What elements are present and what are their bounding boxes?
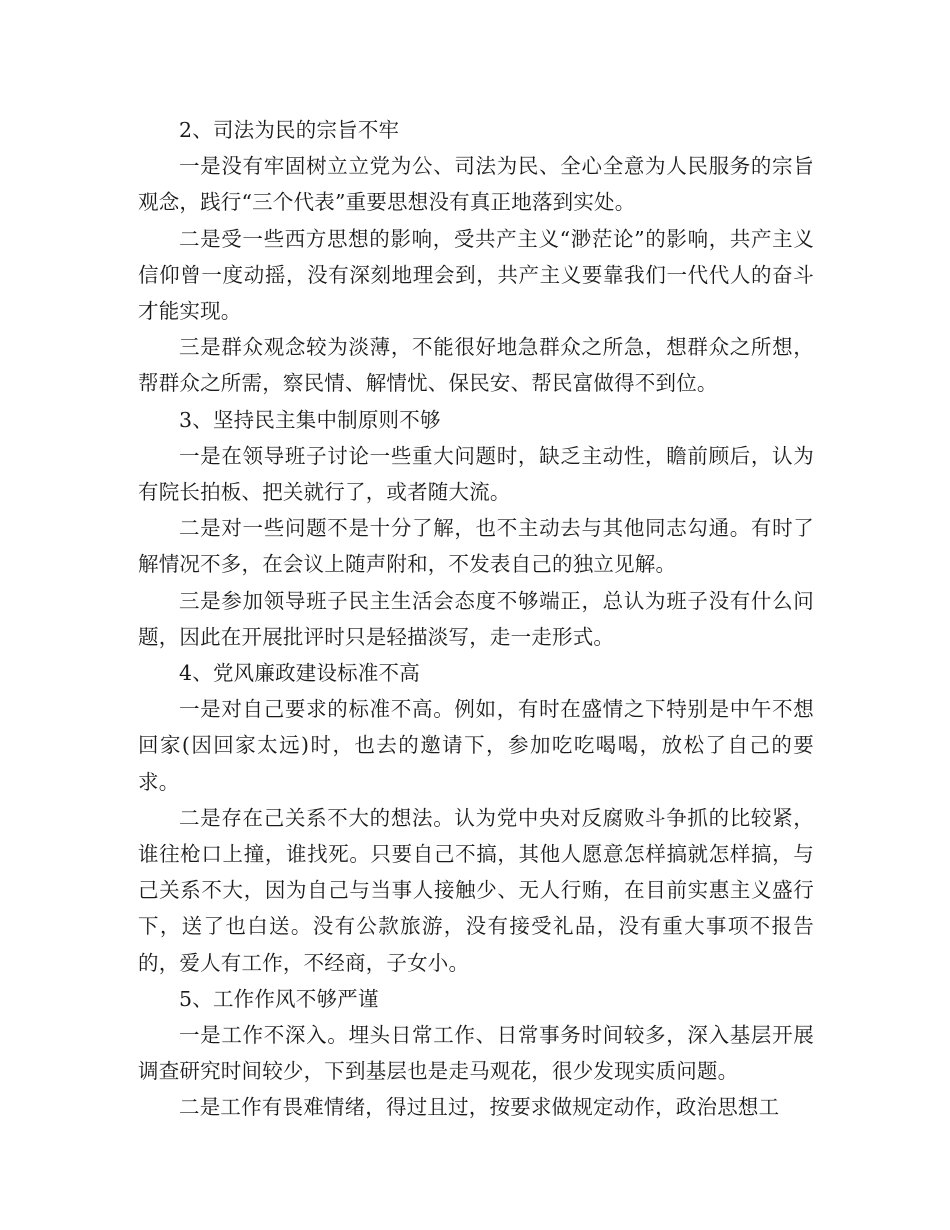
section-heading: 2、司法为民的宗旨不牢	[179, 118, 400, 142]
paragraph: 一是在领导班子讨论一些重大问题时，缺乏主动性，瞻前顾后，认为有院长拍板、把关就行了，或者随大流。	[138, 443, 814, 505]
paragraph: 二是对一些问题不是十分了解，也不主动去与其他同志勾通。有时了解情况不多，在会议上随声附和，不发表自己的独立见解。	[138, 516, 814, 577]
paragraph: 一是对自己要求的标准不高。例如，有时在盛情之下特别是中午不想回家(因回家太远)时，也去的邀请下，参加吃吃喝喝，放松了自己的要求。	[138, 697, 814, 794]
paragraph: 二是工作有畏难情绪，得过且过，按要求做规定动作，政治思想工	[179, 1095, 780, 1120]
paragraph: 三是群众观念较为淡薄，不能很好地急群众之所急，想群众之所想，帮群众之所需，察民情、解情忧、保民安、帮民富做得不到位。	[138, 335, 814, 396]
section-heading: 3、坚持民主集中制原则不够	[179, 407, 441, 432]
paragraph: 一是没有牢固树立立党为公、司法为民、全心全意为人民服务的宗旨观念，践行“三个代表”重要思想没有真正地落到实处。	[138, 154, 814, 215]
paragraph: 三是参加领导班子民主生活会态度不够端正，总认为班子没有什么问题，因此在开展批评时只是轻描淡写，走一走形式。	[138, 588, 814, 649]
section-heading: 5、工作作风不够严谨	[179, 986, 379, 1011]
paragraph: 二是受一些西方思想的影响，受共产主义“渺茫论”的影响，共产主义信仰曾一度动摇，没有深刻地理会到，共产主义要靠我们一代代人的奋斗才能实现。	[138, 226, 814, 324]
document-body	[138, 112, 814, 1126]
section-heading: 4、党风廉政建设标准不高	[179, 661, 420, 686]
paragraph: 一是工作不深入。埋头日常工作、日常事务时间较多，深入基层开展调查研究时间较少，下到基层也是走马观花，很少发现实质问题。	[138, 1023, 814, 1084]
paragraph: 二是存在己关系不大的想法。认为党中央对反腐败斗争抓的比较紧，谁往枪口上撞，谁找死。只要自己不搞，其他人愿意怎样搞就怎样搞，与己关系不大，因为自己与当事人接触少、无人行贿，在目前实惠主义盛行下，送了也白送。没有公款旅游，没有接受礼品，没有重大事项不报告的，爱人有工作，不经商，子女小。	[138, 805, 814, 975]
